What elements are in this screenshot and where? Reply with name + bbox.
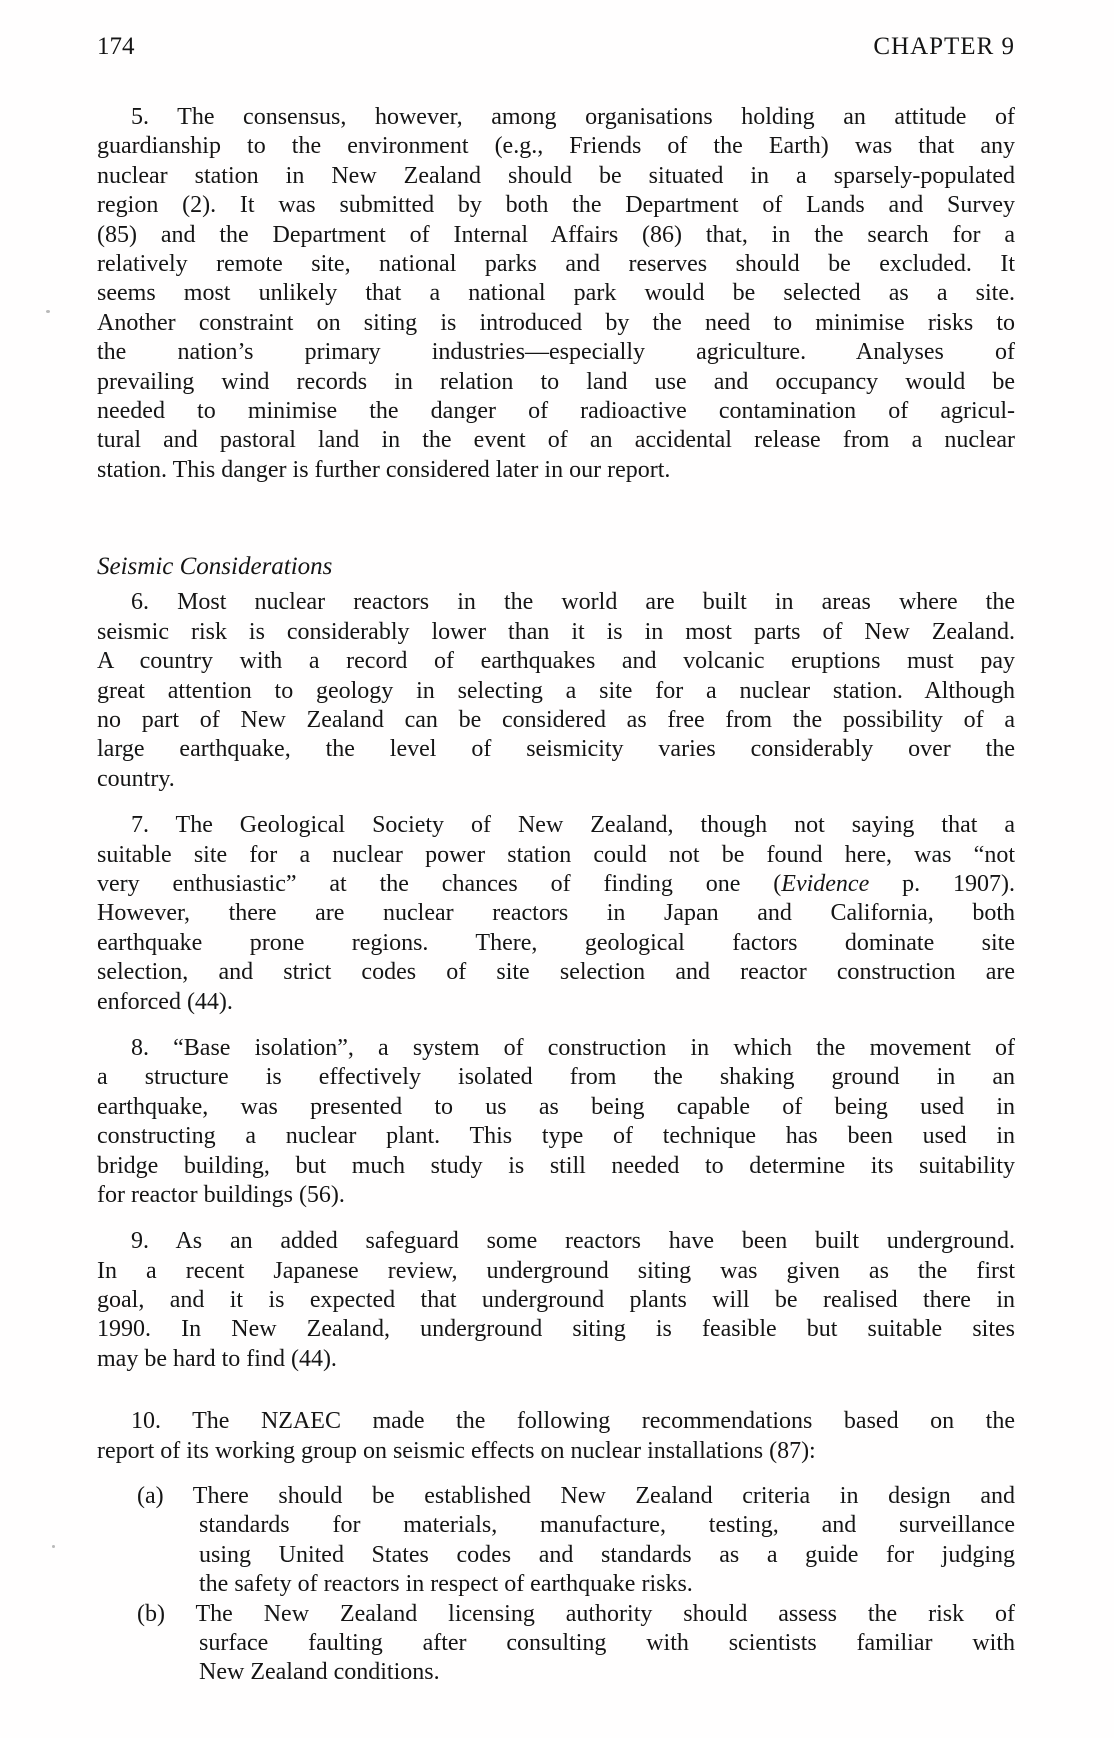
text-line: a structure is effectively isolated from the shaking ground in an <box>97 1064 1015 1091</box>
text-line: may be hard to find (44). <box>97 1345 337 1372</box>
paragraph-10 <box>97 1407 1015 1466</box>
paragraph-7 <box>97 811 1015 1017</box>
text-line: seems most unlikely that a national park would be selected as a site. <box>97 280 1015 307</box>
text-line: (a) There should be established New Zealand criteria in design and <box>137 1483 1015 1510</box>
text-line: 10. The NZAEC made the following recommendations based on the <box>131 1408 1015 1435</box>
scan-speckle <box>52 1545 55 1548</box>
text-line: nuclear station in New Zealand should be situated in a sparsely-populated <box>97 162 1015 189</box>
text-line: However, there are nuclear reactors in Japan and California, both <box>97 900 1015 927</box>
text-line: great attention to geology in selecting a site for a nuclear station. Although <box>97 677 1015 704</box>
text-line: seismic risk is considerably lower than it is in most parts of New Zealand. <box>97 618 1015 645</box>
text-line: no part of New Zealand can be considered as free from the possibility of a <box>97 707 1015 734</box>
section-heading: Seismic Considerations <box>97 553 333 581</box>
text-line: very enthusiastic” at the chances of finding one (Evidence p. 1907). <box>97 871 1015 897</box>
text-line: 1990. In New Zealand, underground siting is feasible but suitable sites <box>97 1316 1015 1343</box>
recommendation-list <box>97 1482 1015 1688</box>
text-line: station. This danger is further considered later in our report. <box>97 456 671 483</box>
text-line: 5. The consensus, however, among organisations holding an attitude of <box>131 104 1015 130</box>
text-line: In a recent Japanese review, underground siting was given as the first <box>97 1257 1015 1284</box>
text-line: earthquake prone regions. There, geological factors dominate site <box>97 929 1015 956</box>
text-line: needed to minimise the danger of radioactive contamination of agricul- <box>97 397 1015 424</box>
text-line: suitable site for a nuclear power station could not be found here, was “not <box>97 841 1015 868</box>
text-line: guardianship to the environment (e.g., Friends of the Earth) was that any <box>97 133 1015 160</box>
text-line: the safety of reactors in respect of earthquake risks. <box>199 1571 693 1598</box>
text-line: (b) The New Zealand licensing authority should assess the risk of <box>137 1600 1015 1627</box>
text-line: tural and pastoral land in the event of an accidental release from a nuclear <box>97 427 1015 454</box>
text-line: prevailing wind records in relation to land use and occupancy would be <box>97 368 1015 395</box>
text-line: enforced (44). <box>97 988 233 1015</box>
page-number: 174 <box>97 33 135 60</box>
text-line: 8. “Base isolation”, a system of construction in which the movement of <box>131 1034 1015 1061</box>
text-line: relatively remote site, national parks and reserves should be excluded. It <box>97 250 1015 277</box>
text-line: earthquake, was presented to us as being capable of being used in <box>97 1093 1015 1120</box>
text-line: surface faulting after consulting with scientists familiar with <box>199 1629 1015 1656</box>
page-header <box>97 32 1015 61</box>
text-line: region (2). It was submitted by both the Department of Lands and Survey <box>97 192 1015 219</box>
text-line: selection, and strict codes of site selection and reactor construction are <box>97 959 1015 986</box>
text-line: constructing a nuclear plant. This type of technique has been used in <box>97 1123 1015 1150</box>
chapter-header: CHAPTER 9 <box>873 33 1015 60</box>
text-line: (85) and the Department of Internal Affairs (86) that, in the search for a <box>97 221 1015 248</box>
text-line: report of its working group on seismic effects on nuclear installations (87): <box>97 1437 816 1464</box>
recommendation-item-b <box>137 1600 1015 1688</box>
text-line: large earthquake, the level of seismicity varies considerably over the <box>97 736 1015 763</box>
text-line: 9. As an added safeguard some reactors have been built underground. <box>131 1228 1015 1255</box>
text-line: the nation’s primary industries—especially agriculture. Analyses of <box>97 339 1015 366</box>
paragraph-8 <box>97 1034 1015 1210</box>
text-line: standards for materials, manufacture, testing, and surveillance <box>199 1512 1015 1539</box>
text-line: using United States codes and standards as a guide for judging <box>199 1541 1015 1568</box>
scan-speckle <box>46 310 50 313</box>
paragraph-5 <box>97 103 1015 485</box>
text-line: A country with a record of earthquakes and volcanic eruptions must pay <box>97 648 1015 675</box>
page-body <box>97 103 1015 1688</box>
text-line: 7. The Geological Society of New Zealand, though not saying that a <box>131 812 1015 839</box>
paragraph-9 <box>97 1227 1015 1374</box>
recommendation-item-a <box>137 1482 1015 1600</box>
paragraph-6 <box>97 588 1015 794</box>
text-line: country. <box>97 765 175 792</box>
text-line: New Zealand conditions. <box>199 1659 440 1686</box>
text-line: goal, and it is expected that underground plants will be realised there in <box>97 1287 1015 1314</box>
text-line: bridge building, but much study is still needed to determine its suitability <box>97 1152 1015 1179</box>
text-line: for reactor buildings (56). <box>97 1181 345 1208</box>
text-line: Another constraint on siting is introduced by the need to minimise risks to <box>97 309 1015 336</box>
text-line: 6. Most nuclear reactors in the world are built in areas where the <box>131 589 1015 616</box>
